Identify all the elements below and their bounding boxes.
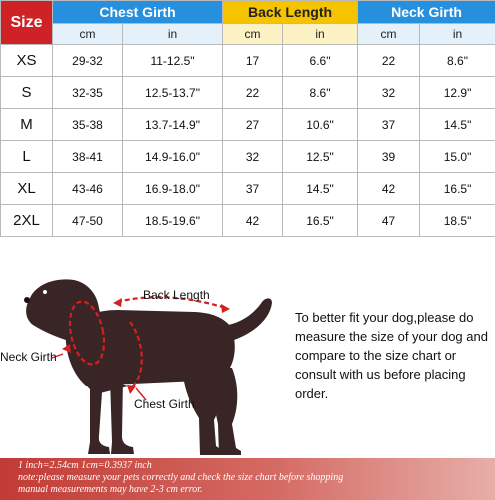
neck-cm-cell: 39 <box>358 141 420 173</box>
neck-girth-label: Neck Girth <box>0 350 57 364</box>
back-in-cell: 6.6" <box>283 45 358 77</box>
chest-in-cell: 14.9-16.0" <box>123 141 223 173</box>
back-length-header: Back Length <box>223 1 358 24</box>
table-row <box>1 141 495 173</box>
table-row <box>1 173 495 205</box>
chest-cm-cell: 29-32 <box>53 45 123 77</box>
unit-header: cm <box>53 24 123 45</box>
measure-note: note:please measure your pets correctly and check the size chart before shopping <box>18 472 344 483</box>
table-row <box>1 205 495 237</box>
unit-header: cm <box>223 24 283 45</box>
chest-in-cell: 13.7-14.9" <box>123 109 223 141</box>
size-cell: S <box>1 77 53 109</box>
neck-cm-cell: 47 <box>358 205 420 237</box>
chest-in-cell: 11-12.5" <box>123 45 223 77</box>
back-in-cell: 8.6" <box>283 77 358 109</box>
size-cell: L <box>1 141 53 173</box>
chest-cm-cell: 38-41 <box>53 141 123 173</box>
size-header: Size <box>1 1 53 45</box>
fit-advice-text: To better fit your dog,please do measure the size of your dog and compare to the size chart or consult with us before placing order. <box>295 310 488 401</box>
neck-cm-cell: 32 <box>358 77 420 109</box>
back-in-cell: 12.5" <box>283 141 358 173</box>
table-row <box>1 45 495 77</box>
neck-girth-header: Neck Girth <box>358 1 495 24</box>
chest-in-cell: 12.5-13.7" <box>123 77 223 109</box>
unit-header: in <box>420 24 495 45</box>
neck-cm-cell: 42 <box>358 173 420 205</box>
table-row <box>1 77 495 109</box>
measurement-diagram <box>0 268 290 458</box>
size-chart-table <box>0 0 495 237</box>
back-cm-cell: 42 <box>223 205 283 237</box>
back-in-cell: 14.5" <box>283 173 358 205</box>
conversion-note: 1 inch=2.54cm 1cm=0.3937 inch <box>18 460 152 471</box>
size-cell: 2XL <box>1 205 53 237</box>
size-cell: XS <box>1 45 53 77</box>
chest-cm-cell: 32-35 <box>53 77 123 109</box>
back-in-cell: 10.6" <box>283 109 358 141</box>
chest-cm-cell: 35-38 <box>53 109 123 141</box>
unit-header: in <box>123 24 223 45</box>
back-cm-cell: 27 <box>223 109 283 141</box>
chest-cm-cell: 43-46 <box>53 173 123 205</box>
neck-in-cell: 18.5" <box>420 205 495 237</box>
measurement-note-bar <box>0 458 495 500</box>
back-in-cell: 16.5" <box>283 205 358 237</box>
table-row <box>1 109 495 141</box>
chest-cm-cell: 47-50 <box>53 205 123 237</box>
neck-in-cell: 8.6" <box>420 45 495 77</box>
size-cell: XL <box>1 173 53 205</box>
neck-cm-cell: 22 <box>358 45 420 77</box>
back-cm-cell: 22 <box>223 77 283 109</box>
neck-cm-cell: 37 <box>358 109 420 141</box>
neck-in-cell: 15.0" <box>420 141 495 173</box>
chest-in-cell: 16.9-18.0" <box>123 173 223 205</box>
neck-in-cell: 12.9" <box>420 77 495 109</box>
back-cm-cell: 32 <box>223 141 283 173</box>
back-length-label: Back Length <box>143 288 210 302</box>
unit-header: in <box>283 24 358 45</box>
neck-in-cell: 16.5" <box>420 173 495 205</box>
back-cm-cell: 37 <box>223 173 283 205</box>
error-note: manual measurements may have 2-3 cm error. <box>18 484 203 495</box>
chest-girth-header: Chest Girth <box>53 1 223 24</box>
back-cm-cell: 17 <box>223 45 283 77</box>
size-cell: M <box>1 109 53 141</box>
unit-header: cm <box>358 24 420 45</box>
neck-in-cell: 14.5" <box>420 109 495 141</box>
chest-girth-label: Chest Girth <box>134 397 195 411</box>
chest-in-cell: 18.5-19.6" <box>123 205 223 237</box>
